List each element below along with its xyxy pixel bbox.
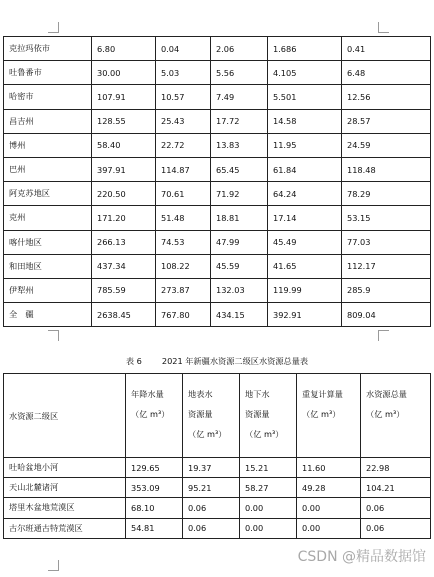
value-cell: 392.91 [268,303,342,327]
basin-water-table-body [4,374,431,539]
value-cell: 22.72 [156,133,211,157]
page-corner-mark [378,330,389,341]
value-cell: 68.10 [126,498,183,518]
page-corner-mark [48,330,59,341]
column-header [240,374,297,458]
value-cell: 53.15 [342,206,431,230]
value-cell: 14.58 [268,109,342,133]
region-name-cell: 和田地区 [4,254,92,278]
value-cell: 0.00 [297,518,361,538]
value-cell: 77.03 [342,230,431,254]
table-row [4,206,431,230]
region-name-cell: 吐鲁番市 [4,61,92,85]
value-cell: 13.83 [211,133,268,157]
value-cell: 114.87 [156,157,211,181]
value-cell: 12.56 [342,85,431,109]
basin-name-cell: 天山北麓诸河 [4,478,126,498]
value-cell: 809.04 [342,303,431,327]
column-header-line: 水资源二级区 [9,410,59,421]
value-cell: 78.29 [342,182,431,206]
caption-number: 表 6 [125,356,142,366]
region-name-cell: 博州 [4,133,92,157]
value-cell: 30.00 [92,61,156,85]
value-cell: 49.28 [297,478,361,498]
column-header [297,374,361,458]
value-cell: 47.99 [211,230,268,254]
value-cell: 0.06 [361,518,431,538]
value-cell: 1.686 [268,37,342,61]
value-cell: 17.72 [211,109,268,133]
value-cell: 51.48 [156,206,211,230]
column-header-line: （亿 m³） [366,409,405,419]
value-cell: 0.00 [240,518,297,538]
basin-name-cell: 古尔班通古特荒漠区 [4,518,126,538]
value-cell: 2.06 [211,37,268,61]
value-cell: 0.41 [342,37,431,61]
region-name-cell: 伊犁州 [4,278,92,302]
table-row [4,157,431,181]
value-cell: 0.00 [240,498,297,518]
value-cell: 112.17 [342,254,431,278]
value-cell: 28.57 [342,109,431,133]
value-cell: 129.65 [126,458,183,478]
value-cell: 273.87 [156,278,211,302]
value-cell: 45.59 [211,254,268,278]
table-row [4,37,431,61]
value-cell: 7.49 [211,85,268,109]
table-row [4,478,431,498]
value-cell: 10.57 [156,85,211,109]
value-cell: 5.56 [211,61,268,85]
value-cell: 118.48 [342,157,431,181]
value-cell: 11.60 [297,458,361,478]
table-row [4,458,431,478]
table-header-row [4,374,431,458]
table-row [4,109,431,133]
value-cell: 353.09 [126,478,183,498]
table-row [4,518,431,538]
table-row [4,85,431,109]
value-cell: 45.49 [268,230,342,254]
table-row [4,182,431,206]
value-cell: 22.98 [361,458,431,478]
table-row [4,498,431,518]
column-header-line: 地下水 [245,389,270,399]
watermark: CSDN @精品数据馆 [297,549,426,565]
column-header [183,374,240,458]
prefecture-water-table [3,36,431,327]
value-cell: 107.91 [92,85,156,109]
value-cell: 2638.45 [92,303,156,327]
region-name-cell: 克州 [4,206,92,230]
value-cell: 58.27 [240,478,297,498]
value-cell: 17.14 [268,206,342,230]
column-header-line: 水资源总量 [366,389,407,399]
value-cell: 0.04 [156,37,211,61]
value-cell: 104.21 [361,478,431,498]
value-cell: 437.34 [92,254,156,278]
column-header [4,374,126,458]
region-name-cell: 哈密市 [4,85,92,109]
value-cell: 24.59 [342,133,431,157]
value-cell: 65.45 [211,157,268,181]
value-cell: 18.81 [211,206,268,230]
value-cell: 6.80 [92,37,156,61]
region-name-cell: 全 疆 [4,303,92,327]
column-header-line: 资源量 [188,409,213,419]
page-corner-mark [378,22,389,33]
value-cell: 0.00 [297,498,361,518]
table-row [4,230,431,254]
basin-name-cell: 吐哈盆地小河 [4,458,126,478]
table-row [4,133,431,157]
page-corner-mark [48,22,59,33]
value-cell: 64.24 [268,182,342,206]
value-cell: 785.59 [92,278,156,302]
value-cell: 15.21 [240,458,297,478]
column-header-line: （亿 m³） [131,409,170,419]
column-header-line: （亿 m³） [245,429,284,439]
region-name-cell: 昌吉州 [4,109,92,133]
column-header [361,374,431,458]
value-cell: 220.50 [92,182,156,206]
value-cell: 0.06 [183,518,240,538]
value-cell: 61.84 [268,157,342,181]
value-cell: 5.501 [268,85,342,109]
table-row [4,61,431,85]
region-name-cell: 克拉玛依市 [4,37,92,61]
value-cell: 4.105 [268,61,342,85]
value-cell: 132.03 [211,278,268,302]
basin-name-cell: 塔里木盆地荒漠区 [4,498,126,518]
column-header-line: 重复计算量 [302,389,343,399]
value-cell: 0.06 [361,498,431,518]
value-cell: 128.55 [92,109,156,133]
region-name-cell: 喀什地区 [4,230,92,254]
column-header-line: 资源量 [245,409,270,419]
column-header [126,374,183,458]
value-cell: 95.21 [183,478,240,498]
region-name-cell: 巴州 [4,157,92,181]
value-cell: 767.80 [156,303,211,327]
value-cell: 54.81 [126,518,183,538]
value-cell: 19.37 [183,458,240,478]
value-cell: 108.22 [156,254,211,278]
value-cell: 171.20 [92,206,156,230]
value-cell: 25.43 [156,109,211,133]
caption-title: 2021 年新疆水资源二级区水资源总量表 [161,356,309,366]
table-row [4,254,431,278]
value-cell: 70.61 [156,182,211,206]
table-caption [0,356,434,367]
value-cell: 11.95 [268,133,342,157]
value-cell: 5.03 [156,61,211,85]
value-cell: 434.15 [211,303,268,327]
value-cell: 41.65 [268,254,342,278]
value-cell: 0.06 [183,498,240,518]
column-header-line: 地表水 [188,389,213,399]
value-cell: 397.91 [92,157,156,181]
value-cell: 6.48 [342,61,431,85]
value-cell: 119.99 [268,278,342,302]
basin-water-table [3,373,431,539]
column-header-line: （亿 m³） [302,409,341,419]
value-cell: 71.92 [211,182,268,206]
table-row [4,303,431,327]
column-header-line: 年降水量 [131,389,164,399]
value-cell: 74.53 [156,230,211,254]
column-header-line: （亿 m³） [188,429,227,439]
table-row [4,278,431,302]
prefecture-water-table-body [4,37,431,327]
value-cell: 266.13 [92,230,156,254]
value-cell: 58.40 [92,133,156,157]
region-name-cell: 阿克苏地区 [4,182,92,206]
page-corner-mark [48,560,59,571]
value-cell: 285.9 [342,278,431,302]
